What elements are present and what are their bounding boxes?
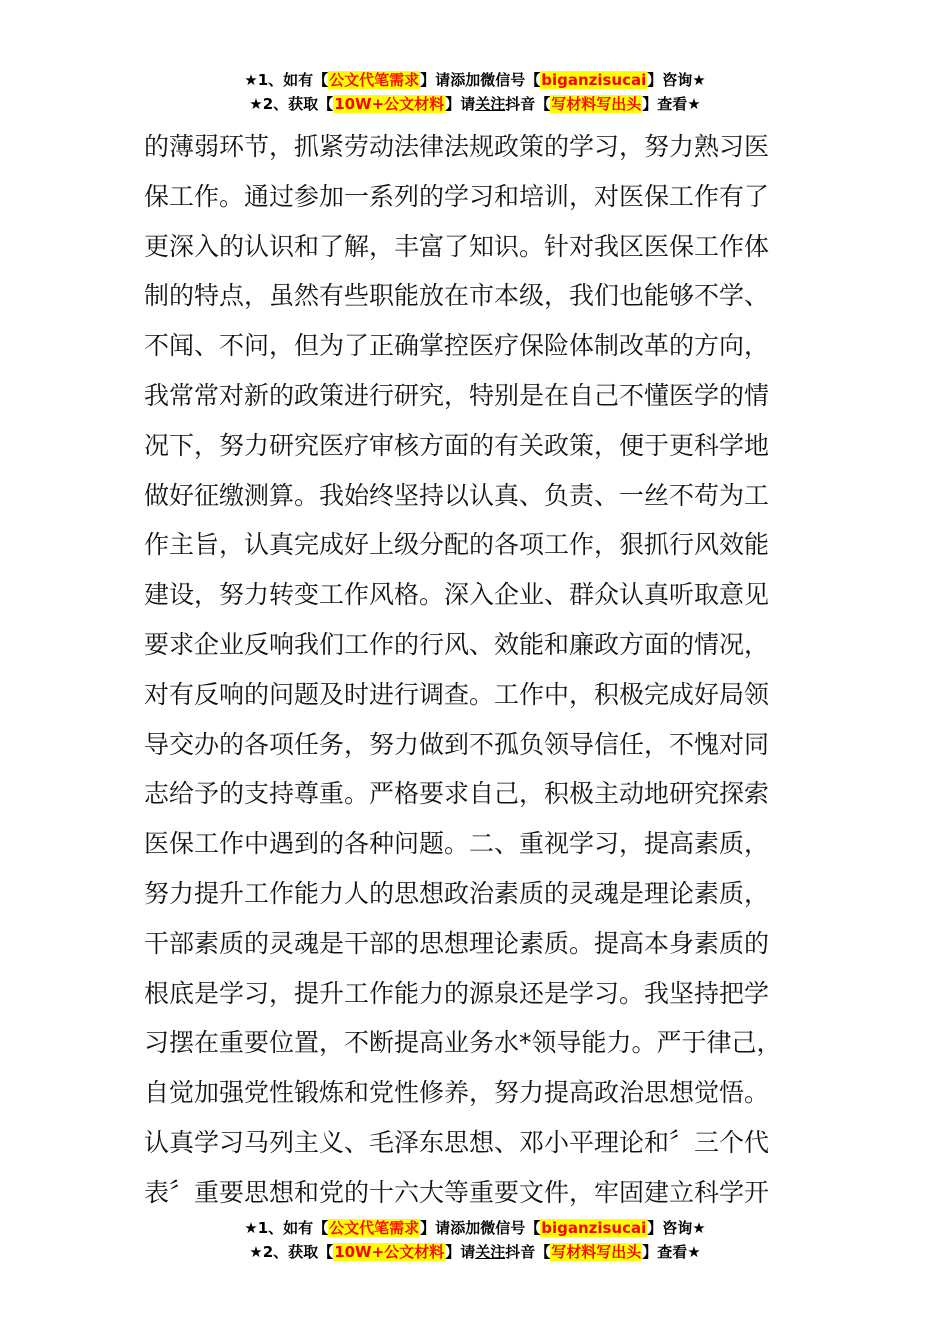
body-line: 更深入的认识和了解，丰富了知识。针对我区医保工作体 [144,231,770,261]
footer-banner [0,1216,950,1264]
highlight-douyin-account: 写材料写出头 [551,1243,642,1261]
body-line: 导交办的各项任务，努力做到不孤负领导信任，不愧对同 [144,729,770,759]
body-line: 医保工作中遇到的各种问题。二、重视学习，提高素质， [144,829,770,859]
banner-line-2 [0,92,950,116]
banner-text: 】请 [420,1219,451,1237]
body-line: 自觉加强党性锻炼和党性修养，努力提高政治思想觉悟。 [144,1078,770,1108]
body-line: 制的特点，虽然有些职能放在市本级，我们也能够不学、 [144,281,770,311]
banner-line-1 [0,1216,950,1240]
highlight-materials: 10W+公文材料 [334,1243,445,1261]
highlight-douyin-account: 写材料写出头 [551,95,642,113]
banner-line-1 [0,68,950,92]
body-line: 努力提升工作能力人的思想政治素质的灵魂是理论素质， [144,878,770,908]
body-line: 认真学习马列主义、毛泽东思想、邓小平理论和〞三个代 [144,1127,770,1157]
banner-line-2 [0,1240,950,1264]
body-line: 要求企业反响我们工作的行风、效能和廉政方面的情况， [144,629,770,659]
highlight-service: 公文代笔需求 [329,71,420,89]
body-line: 干部素质的灵魂是干部的思想理论素质。提高本身素质的 [144,928,770,958]
body-line: 的薄弱环节，抓紧劳动法律法规政策的学习，努力熟习医 [144,132,770,161]
banner-text: 】请 [420,71,451,89]
body-line: 作主旨，认真完成好上级分配的各项工作，狠抓行风效能 [144,530,770,560]
body-line: 志给予的支持尊重。严格要求自己，积极主动地研究探索 [144,779,770,809]
highlight-service: 公文代笔需求 [329,1219,420,1237]
body-line: 做好征缴测算。我始终坚持以认真、负责、一丝不苟为工 [144,480,770,510]
banner-text: 】查看★ [642,95,701,113]
banner-text: 】咨询★ [647,71,706,89]
banner-text: 】请 [445,1243,476,1261]
banner-text: ★2、获取【 [249,95,334,113]
body-line: 况下，努力研究医疗审核方面的有关政策，便于更科学地 [144,430,770,460]
banner-emphasis: 添加 [450,1219,481,1237]
banner-text: 】请 [445,95,476,113]
highlight-wechat-id: biganzisucai [541,1219,647,1237]
body-line: 根底是学习，提升工作能力的源泉还是学习。我坚持把学 [144,978,770,1008]
body-line: 不闻、不问，但为了正确掌控医疗保险体制改革的方向， [144,331,770,361]
banner-text: ★2、获取【 [249,1243,334,1261]
body-line: 保工作。通过参加一系列的学习和培训，对医保工作有了 [144,181,770,211]
banner-text: 抖音【 [505,95,551,113]
banner-emphasis: 关注 [475,95,506,113]
highlight-wechat-id: biganzisucai [541,71,647,89]
body-line: 对有反响的问题及时进行调查。工作中，积极完成好局领 [144,679,770,709]
banner-text: 】查看★ [642,1243,701,1261]
banner-text: ★1、如有【 [244,1219,329,1237]
banner-text: 微信号【 [480,71,541,89]
body-line: 表〞重要思想和党的十六大等重要文件，牢固建立科学开 [144,1177,770,1207]
banner-text: 微信号【 [480,1219,541,1237]
banner-text: 】咨询★ [647,1219,706,1237]
body-line: 建设，努力转变工作风格。深入企业、群众认真听取意见 [144,580,770,610]
banner-emphasis: 添加 [450,71,481,89]
banner-text: 抖音【 [505,1243,551,1261]
banner-text: ★1、如有【 [244,71,329,89]
document-body [144,122,814,1218]
banner-emphasis: 关注 [475,1243,506,1261]
body-line: 我常常对新的政策进行研究，特别是在自己不懂医学的情 [144,380,770,410]
highlight-materials: 10W+公文材料 [334,95,445,113]
header-banner [0,68,950,116]
body-line: 习摆在重要位置，不断提高业务水*领导能力。严于律己， [144,1028,782,1058]
